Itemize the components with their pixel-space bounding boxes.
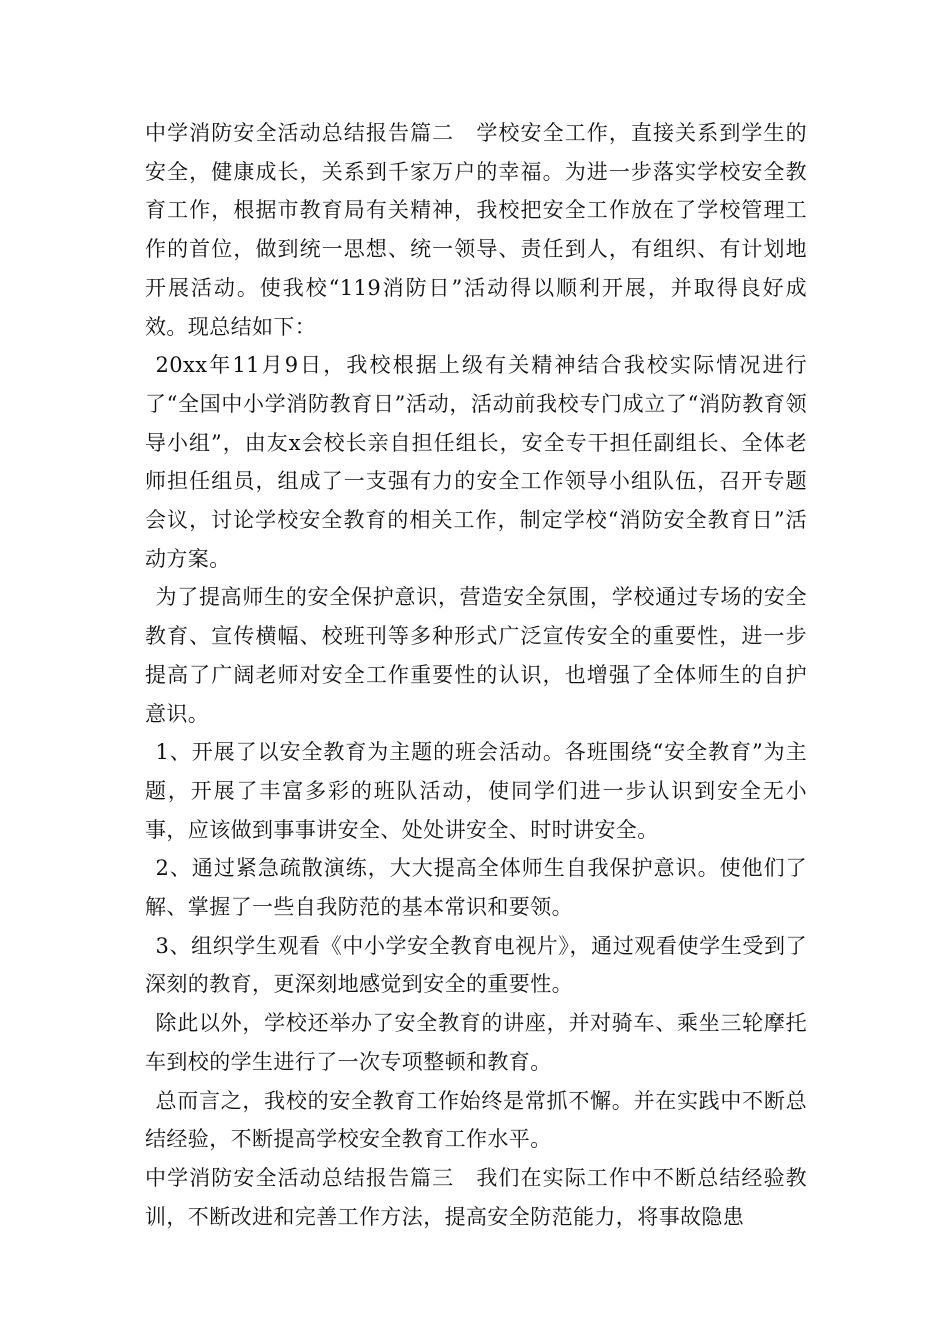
paragraph-additional: 除此以外，学校还举办了安全教育的讲座，并对骑车、乘坐三轮摩托车到校的学生进行了一次专项整顿和教育。 [145,1011,807,1074]
paragraph-awareness: 为了提高师生的安全保护意识，营造安全氛围，学校通过专场的安全教育、宣传横幅、校班刊等多种形式广泛宣传安全的重要性，进一步提高了广阔老师对安全工作重要性的认识，也增强了全体师生的自护意识。 [145,585,807,726]
paragraph-item-3: 3、组织学生观看《中小学安全教育电视片》，通过观看使学生受到了深刻的教育，更深刻地感觉到安全的重要性。 [145,933,807,997]
paragraph-item-1: 1、开展了以安全教育为主题的班会活动。各班围绕“安全教育”为主题，开展了丰富多彩的班队活动，使同学们进一步认识到安全无小事，应该做到事事讲安全、处处讲安全、时时讲安全。 [145,740,807,842]
paragraph-activity-overview: 20xx年11月9日，我校根据上级有关精神结合我校实际情况进行了“全国中小学消防教育日”活动，活动前我校专门成立了“消防教育领导小组”，由友x会校长亲自担任组长，安全专干担任副组长、全体老师担任组员，组成了一支强有力的安全工作领导小组队伍，召开专题会议，讨论学校安全教育的相关工作，制定学校“消防安全教育日”活动方案。 [145,353,807,571]
paragraph-item-2: 2、通过紧急疏散演练，大大提高全体师生自我保护意识。使他们了解、掌握了一些自我防范的基本常识和要领。 [145,856,807,920]
document-body [145,114,807,1236]
paragraph-report-two-intro: 中学消防安全活动总结报告篇二 学校安全工作，直接关系到学生的安全，健康成长，关系到千家万户的幸福。为进一步落实学校安全教育工作，根据市教育局有关精神，我校把安全工作放在了学校管理工作的首位，做到统一思想、统一领导、责任到人，有组织、有计划地开展活动。使我校“119消防日”活动得以顺利开展，并取得良好成效。现总结如下： [145,121,807,339]
paragraph-report-three-intro: 中学消防安全活动总结报告篇三 我们在实际工作中不断总结经验教训，不断改进和完善工作方法，提高安全防范能力，将事故隐患 [145,1165,807,1229]
paragraph-conclusion: 总而言之，我校的安全教育工作始终是常抓不懈。并在实践中不断总结经验，不断提高学校安全教育工作水平。 [145,1088,807,1152]
